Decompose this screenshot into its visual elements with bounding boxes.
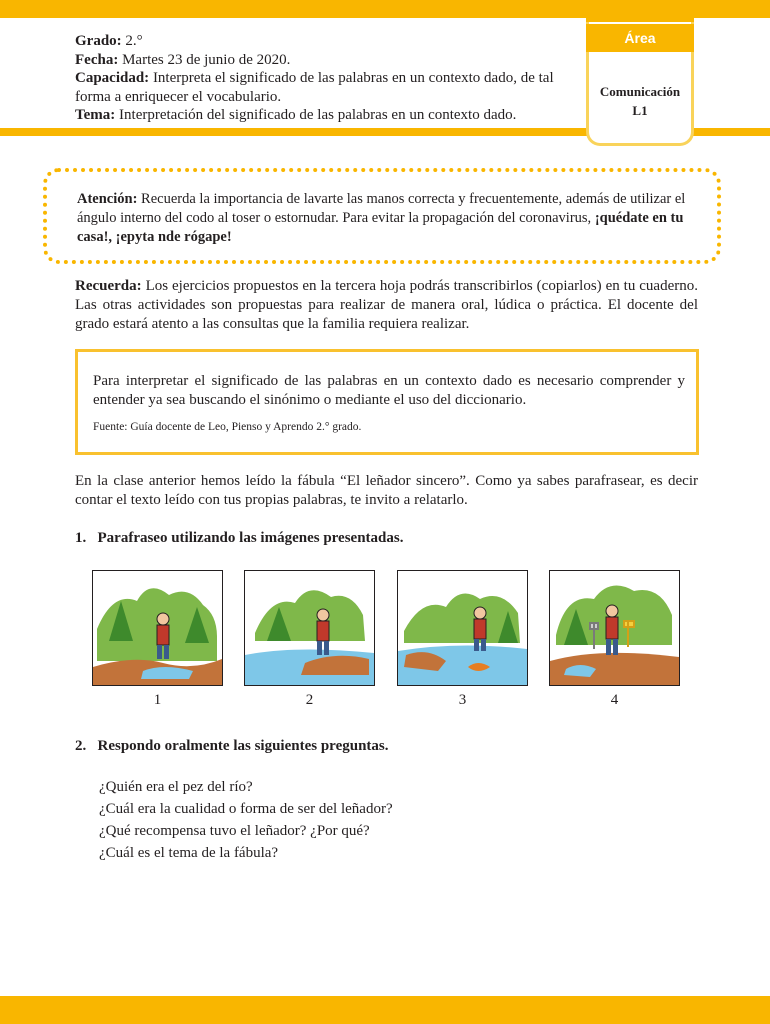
activity-2-heading: 2. Respondo oralmente las siguientes preguntas. xyxy=(75,738,389,754)
woodcutter-body xyxy=(317,621,329,641)
concept-box xyxy=(75,349,699,455)
woodcutter-leg xyxy=(613,639,618,655)
woodcutter-leg xyxy=(481,639,486,651)
woodcutter-leg xyxy=(606,639,611,655)
story-panel-2 xyxy=(244,570,375,686)
question-item: ¿Quién era el pez del río? xyxy=(99,779,253,795)
story-panel-1 xyxy=(92,570,223,686)
panel-number: 1 xyxy=(153,692,162,708)
woodcutter-head xyxy=(606,605,618,617)
activity-1-heading: 1. Parafraseo utilizando las imágenes presentadas. xyxy=(75,530,404,546)
panel-2-illustration xyxy=(245,571,374,685)
concept-source: Fuente: Guía docente de Leo, Pienso y Aprendo 2.° grado. xyxy=(93,421,362,433)
story-panel-3 xyxy=(397,570,528,686)
woodcutter-head xyxy=(157,613,169,625)
attention-text: Recuerda la importancia de lavarte las manos correcta y frecuentemente, además de utilizar el ángulo interno del codo al toser o estornudar. Para evitar la propagación del coronavirus, xyxy=(77,191,686,226)
capacity-line: Capacidad: Interpreta el significado de las palabras en un contexto dado, de tal forma a enriquecer el vocabulario. xyxy=(75,70,554,105)
intro-paragraph: En la clase anterior hemos leído la fábula “El leñador sincero”. Como ya sabes parafrasear, es decir contar el texto leído con tus propias palabras, te invito a relatarlo. xyxy=(75,473,698,508)
panel-number: 3 xyxy=(458,692,467,708)
grade-line: Grado: 2.° xyxy=(75,33,143,49)
woodcutter-leg xyxy=(474,639,479,651)
woodcutter-body xyxy=(157,625,169,645)
question-list xyxy=(99,776,393,864)
area-label: Área xyxy=(586,24,694,52)
woodcutter-head xyxy=(474,607,486,619)
topic-line: Tema: Interpretación del significado de las palabras en un contexto dado. xyxy=(75,107,517,123)
woodcutter-leg xyxy=(324,641,329,655)
attention-box xyxy=(43,168,721,264)
panel-4-illustration xyxy=(550,571,679,685)
story-panel-4 xyxy=(549,570,680,686)
woodcutter-body xyxy=(474,619,486,639)
woodcutter-leg xyxy=(164,645,169,659)
panel-1-illustration xyxy=(93,571,222,685)
bottom-accent-bar xyxy=(0,996,770,1024)
question-item: ¿Qué recompensa tuvo el leñador? ¿Por qué? xyxy=(99,823,370,839)
woodcutter-head xyxy=(317,609,329,621)
date-line: Fecha: Martes 23 de junio de 2020. xyxy=(75,51,291,68)
woodcutter-leg xyxy=(157,645,162,659)
question-item: ¿Cuál era la cualidad o forma de ser del leñador? xyxy=(99,801,393,817)
attention-label: Atención: xyxy=(77,191,138,207)
question-item: ¿Cuál es el tema de la fábula? xyxy=(99,845,279,861)
area-subject: Comunicación L1 xyxy=(599,84,681,118)
area-tab-top xyxy=(586,0,694,22)
attention-emphasis: ¡quédate en tu casa!, ¡epyta nde rógape! xyxy=(77,210,684,245)
woodcutter-leg xyxy=(317,641,322,655)
lesson-header xyxy=(75,32,580,125)
woodcutter-body xyxy=(606,617,618,639)
reminder-paragraph: Recuerda: Los ejercicios propuestos en la tercera hoja podrás transcribirlos (copiarlos) en tu cuaderno. Las otras actividades son propuestas para realizar de manera oral, lúdica o práctica. El docente del grado estará atento a las consultas que la familia requiera realizar. xyxy=(75,278,698,332)
panel-3-illustration xyxy=(398,571,527,685)
panel-number: 2 xyxy=(305,692,314,708)
concept-text: Para interpretar el significado de las palabras en un contexto dado es necesario comprender y entender ya sea buscando el sinónimo o mediante el uso del diccionario. xyxy=(93,373,685,408)
area-box xyxy=(586,0,694,146)
panel-number: 4 xyxy=(610,692,619,708)
